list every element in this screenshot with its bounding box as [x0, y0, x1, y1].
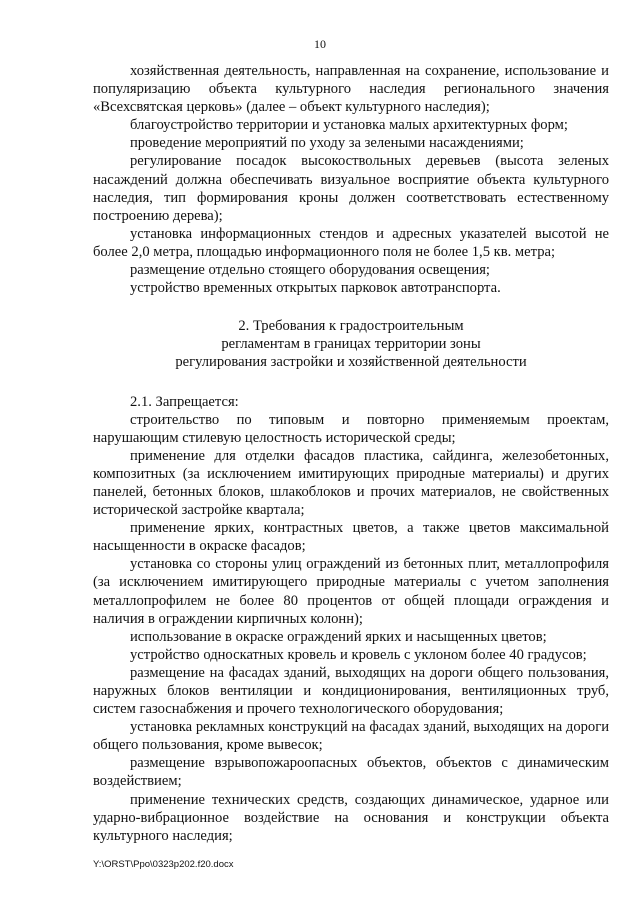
- document-body: [93, 62, 609, 845]
- paragraph: установка информационных стендов и адресных указателей высотой не более 2,0 метра, площадью информационного поля не более 1,5 кв. метра;: [93, 225, 609, 260]
- paragraph: установка рекламных конструкций на фасадах зданий, выходящих на дороги общего пользования, кроме вывесок;: [93, 719, 609, 754]
- paragraph: устройство временных открытых парковок автотранспорта.: [130, 280, 501, 297]
- paragraph: размещение отдельно стоящего оборудования освещения;: [130, 262, 490, 279]
- paragraph: использование в окраске ограждений ярких и насыщенных цветов;: [130, 628, 547, 645]
- paragraph: применение для отделки фасадов пластика, сайдинга, железобетонных, композитных (за исключением имитирующих природные материалы) и других панелей, бетонных блоков, шлакоблоков и прочих материалов, не свойственных исторической застройке квартала;: [93, 447, 609, 519]
- paragraph: хозяйственная деятельность, направленная на сохранение, использование и популяризацию объекта культурного наследия регионального значения «Всехсвятская церковь» (далее – объект культурного наследия);: [93, 63, 609, 116]
- section-heading: [93, 317, 609, 371]
- paragraph: устройство односкатных кровель и кровель с уклоном более 40 градусов;: [130, 646, 587, 663]
- paragraph: установка со стороны улиц ограждений из бетонных плит, металлопрофиля (за исключением имитирующего природные материалы с учетом заполнения металлопрофилем не более 80 процентов от общей площади ограждения и наличия в ограждении кирпичных колонн);: [93, 556, 609, 627]
- file-path-footer: Y:\ORST\Ppo\0323p202.f20.docx: [93, 859, 234, 870]
- subsection-title: 2.1. Запрещается:: [130, 393, 239, 410]
- section-2-list: [93, 393, 609, 845]
- paragraph: размещение на фасадах зданий, выходящих на дороги общего пользования, наружных блоков вентиляции и кондиционирования, вентиляционных труб, систем газоснабжения и прочего технологического оборудования;: [93, 664, 609, 718]
- section-1-list: [93, 62, 609, 297]
- paragraph: строительство по типовым и повторно применяемым проектам, нарушающим стилевую целостность исторической среды;: [93, 411, 609, 446]
- paragraph: размещение взрывопожароопасных объектов, объектов с динамическим воздействием;: [93, 755, 609, 790]
- paragraph: проведение мероприятий по уходу за зелеными насаждениями;: [130, 135, 524, 152]
- heading-line: 2. Требования к градостроительным: [238, 318, 464, 335]
- paragraph: применение технических средств, создающих динамическое, ударное или ударно-вибрационное воздействие на основания и конструкции объекта культурного наследия;: [93, 791, 609, 844]
- heading-line: регламентам в границах территории зоны: [221, 336, 481, 353]
- paragraph: применение ярких, контрастных цветов, а также цветов максимальной насыщенности в окраске фасадов;: [93, 520, 609, 555]
- page-number: 10: [314, 37, 326, 51]
- heading-line: регулирования застройки и хозяйственной деятельности: [175, 354, 527, 371]
- paragraph: регулирование посадок высокоствольных деревьев (высота зеленых насаждений должна обеспечивать визуальное восприятие объекта культурного наследия, тип формирования кроны должен соответствовать естественному построению дерева);: [93, 153, 609, 224]
- paragraph: благоустройство территории и установка малых архитектурных форм;: [130, 117, 568, 134]
